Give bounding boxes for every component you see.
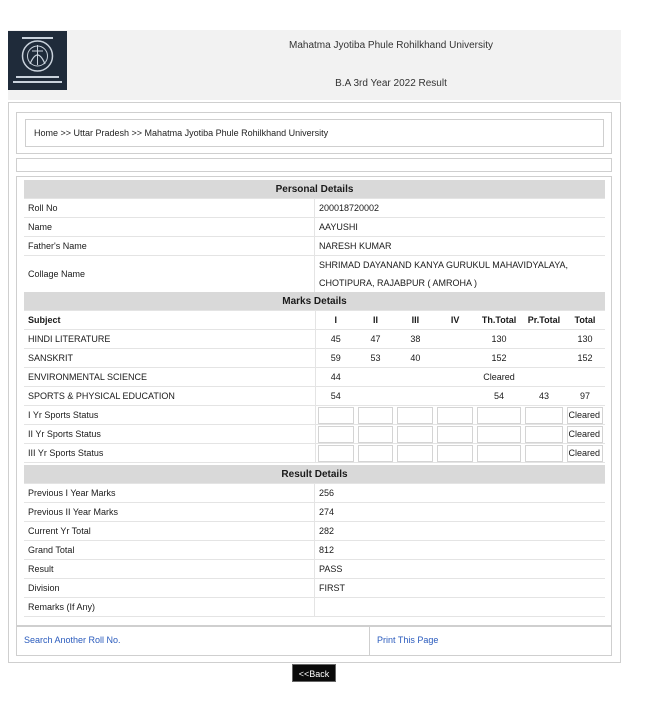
roll-no-label: Roll No (24, 199, 315, 218)
mark-cell (356, 368, 396, 387)
col-paper-4: IV (435, 311, 475, 330)
col-total: Total (565, 311, 605, 330)
college-name-label: Collage Name (24, 256, 315, 293)
subject-name: ENVIRONMENTAL SCIENCE (24, 368, 316, 387)
prev-year2-label: Previous II Year Marks (24, 503, 315, 522)
mark-cell (523, 330, 565, 349)
col-paper-2: II (356, 311, 396, 330)
mark-cell (435, 387, 475, 406)
result-details-heading: Result Details (24, 465, 605, 484)
remarks-label: Remarks (If Any) (24, 598, 315, 617)
subject-name: SPORTS & PHYSICAL EDUCATION (24, 387, 316, 406)
sports-status-value: Cleared (567, 445, 603, 462)
empty-cell (358, 426, 394, 443)
current-total-value: 282 (315, 522, 605, 541)
table-row (24, 199, 605, 218)
mark-cell (523, 349, 565, 368)
university-name: Mahatma Jyotiba Phule Rohilkhand University (289, 40, 493, 51)
table-row (24, 484, 605, 503)
table-row (24, 560, 605, 579)
search-another-roll-link[interactable]: Search Another Roll No. (24, 635, 121, 645)
empty-cell (477, 407, 521, 424)
table-row (24, 406, 605, 425)
empty-cell (437, 445, 473, 462)
marks-details-heading: Marks Details (24, 292, 605, 311)
mark-cell: 130 (565, 330, 605, 349)
table-row (24, 237, 605, 256)
table-row (24, 368, 605, 387)
mark-cell: 43 (523, 387, 565, 406)
father-name-value: NARESH KUMAR (315, 237, 605, 256)
current-total-label: Current Yr Total (24, 522, 315, 541)
subject-name: SANSKRIT (24, 349, 316, 368)
empty-cell (477, 426, 521, 443)
result-value: PASS (315, 560, 605, 579)
spacer-row (16, 158, 612, 172)
empty-cell (397, 426, 433, 443)
sports-status-value: Cleared (567, 407, 603, 424)
table-row (24, 256, 605, 293)
mark-cell (395, 387, 435, 406)
personal-details-table (24, 180, 605, 293)
mark-cell: 97 (565, 387, 605, 406)
result-title: B.A 3rd Year 2022 Result (335, 78, 447, 89)
father-name-label: Father's Name (24, 237, 315, 256)
empty-cell (318, 426, 354, 443)
college-name-value (315, 256, 605, 293)
empty-cell (525, 426, 563, 443)
breadcrumb[interactable]: Home >> Uttar Pradesh >> Mahatma Jyotiba Phule Rohilkhand University (25, 119, 604, 147)
table-row (24, 522, 605, 541)
prev-year2-value: 274 (315, 503, 605, 522)
marks-details-table (24, 292, 605, 463)
empty-cell (397, 407, 433, 424)
table-row (24, 330, 605, 349)
division-label: Division (24, 579, 315, 598)
mark-cell: 59 (316, 349, 356, 368)
mark-cell: 152 (475, 349, 523, 368)
name-value: AAYUSHI (315, 218, 605, 237)
mark-cell: 53 (356, 349, 396, 368)
division-value: FIRST (315, 579, 605, 598)
table-row (24, 579, 605, 598)
col-paper-3: III (395, 311, 435, 330)
college-name-line2: CHOTIPURA, RAJABPUR ( AMROHA ) (319, 278, 478, 288)
table-row (24, 218, 605, 237)
print-page-link[interactable]: Print This Page (377, 635, 439, 645)
col-theory-total: Th.Total (475, 311, 523, 330)
col-subject: Subject (24, 311, 316, 330)
sports-status-label: I Yr Sports Status (24, 406, 316, 425)
mark-cell: 130 (475, 330, 523, 349)
empty-cell (397, 445, 433, 462)
mark-cell: 47 (356, 330, 396, 349)
back-button[interactable]: <<Back (292, 664, 336, 682)
empty-cell (525, 407, 563, 424)
prev-year1-value: 256 (315, 484, 605, 503)
table-row (24, 598, 605, 617)
table-row (24, 425, 605, 444)
empty-cell (358, 407, 394, 424)
mark-cell: 152 (565, 349, 605, 368)
mark-cell (523, 368, 565, 387)
mark-cell (435, 349, 475, 368)
mark-cell: 54 (475, 387, 523, 406)
roll-no-value: 200018720002 (315, 199, 605, 218)
name-label: Name (24, 218, 315, 237)
empty-cell (318, 407, 354, 424)
empty-cell (525, 445, 563, 462)
subject-name: HINDI LITERATURE (24, 330, 316, 349)
empty-cell (477, 445, 521, 462)
table-row (24, 503, 605, 522)
personal-details-heading: Personal Details (24, 180, 605, 199)
mark-cell (435, 330, 475, 349)
mark-cell: Cleared (475, 368, 523, 387)
mark-cell (565, 368, 605, 387)
col-practical-total: Pr.Total (523, 311, 565, 330)
mark-cell (435, 368, 475, 387)
marks-header-row (24, 311, 605, 330)
mark-cell: 38 (395, 330, 435, 349)
sports-status-label: III Yr Sports Status (24, 444, 316, 463)
grand-total-label: Grand Total (24, 541, 315, 560)
col-paper-1: I (316, 311, 356, 330)
empty-cell (437, 407, 473, 424)
table-row (24, 444, 605, 463)
table-row (24, 541, 605, 560)
university-emblem-icon (8, 31, 67, 90)
grand-total-value: 812 (315, 541, 605, 560)
mark-cell (395, 368, 435, 387)
sports-status-label: II Yr Sports Status (24, 425, 316, 444)
college-name-line1: SHRIMAD DAYANAND KANYA GURUKUL MAHAVIDYALAYA, (319, 260, 569, 270)
mark-cell (356, 387, 396, 406)
empty-cell (358, 445, 394, 462)
remarks-value (315, 598, 605, 617)
result-details-table (24, 465, 605, 617)
table-row (24, 349, 605, 368)
mark-cell: 44 (316, 368, 356, 387)
table-row (24, 387, 605, 406)
prev-year1-label: Previous I Year Marks (24, 484, 315, 503)
mark-cell: 40 (395, 349, 435, 368)
result-label: Result (24, 560, 315, 579)
sports-status-value: Cleared (567, 426, 603, 443)
empty-cell (318, 445, 354, 462)
footer-divider (369, 626, 370, 656)
mark-cell: 45 (316, 330, 356, 349)
mark-cell: 54 (316, 387, 356, 406)
empty-cell (437, 426, 473, 443)
